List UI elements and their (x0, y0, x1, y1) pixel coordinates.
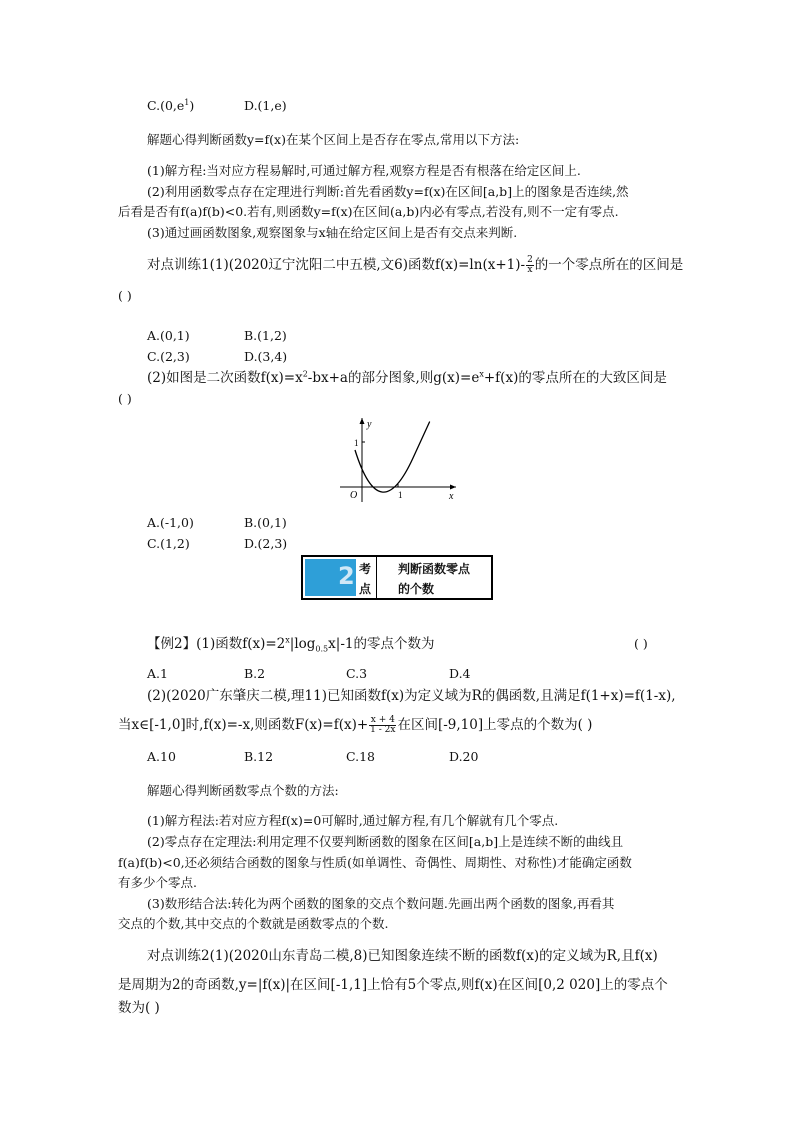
kaodian-title-1: 判断函数零点 (398, 562, 471, 576)
train1-q1-opt-c: C.(2,3) (147, 349, 190, 364)
example2-q2-opt-a: A.10 (147, 749, 176, 764)
tips2-method2a: (2)零点存在定理法:利用定理不仅要判断函数的图象在区间[a,b]上是连续不断的曲线且 (147, 834, 624, 849)
example2-q2-opt-c: C.18 (346, 749, 375, 764)
tips2-method2b: f(a)f(b)<0,还必须结合函数的图象与性质(如单调性、奇偶性、周期性、对称性)才能确定函数 (118, 855, 632, 870)
example2-q2-opt-b: B.12 (244, 749, 274, 764)
tips1-method3: (3)通过画函数图象,观察图象与x轴在给定区间上是否有交点来判断. (147, 225, 518, 240)
tips1-method2a: (2)利用函数零点存在定理进行判断:首先看函数y=f(x)在区间[a,b]上的图象是否连续,然 (147, 184, 629, 199)
parabola-curve (355, 422, 430, 492)
train1-q2: (2)如图是二次函数$f(x)=x^2-bx+a$的部分图象,则$g(x)=e^x+f(x)$的零点所在的大致区间是 (147, 369, 667, 386)
fraction: $\frac{2}{x}$ (527, 255, 533, 275)
tips2-title: 解题心得判断函数零点个数的方法: (147, 783, 339, 798)
example2-q1: 【例2】(1)函数$f(x)=2^x|\log_{0.5}x|-1$的零点个数为 (147, 635, 435, 654)
example2-q1-opt-c: C.3 (346, 666, 368, 681)
kaodian-header (301, 555, 493, 600)
train1-q2-opt-b: B.(0,1) (244, 515, 287, 530)
y-axis-arrow (360, 418, 365, 424)
x-axis-label: x (449, 491, 454, 502)
x-tick-label: 1 (398, 490, 403, 500)
train2-line3: 数为( ) (118, 1000, 160, 1016)
tips1-title: 解题心得判断函数y=f(x)在某个区间上是否存在零点,常用以下方法: (147, 132, 520, 147)
kaodian-number: 2 (338, 562, 355, 590)
y-tick-label: 1 (354, 438, 359, 448)
train1-q1-paren: ( ) (118, 288, 132, 303)
example2-q2-line2: 当x∈[-1,0]时,f(x)=-x,则函数F(x)=f(x)+ $\frac{x + 4}{1 - 2x}$ 在区间[-9,10]上零点的个数为( ) (118, 715, 593, 735)
tips1-method1: (1)解方程:当对应方程易解时,可通过解方程,观察方程是否有根落在给定区间上. (147, 163, 581, 178)
tips2-method1: (1)解方程法:若对应方程f(x)=0可解时,通过解方程,有几个解就有几个零点. (147, 813, 559, 828)
example2-q2-line1: (2)(2020广东肇庆二模,理11)已知函数f(x)为定义域为R的偶函数,且满足f(1+x)=f(1-x), (147, 688, 676, 704)
kaodian-label-2: 点 (359, 582, 372, 596)
tips1-method2b: 后看是否有f(a)f(b)<0.若有,则函数y=f(x)在区间(a,b)内必有零点,若没有,则不一定有零点. (118, 204, 619, 219)
example2-q1-opt-b: B.2 (244, 666, 266, 681)
train1-q2-paren: ( ) (118, 391, 132, 406)
parabola-graph (340, 414, 460, 504)
fraction: $\frac{x + 4}{1 - 2x}$ (370, 715, 396, 735)
example2-q2-opt-d: D.20 (449, 749, 479, 764)
train1-q1: 对点训练1(1)(2020辽宁沈阳二中五模,文6)函数f(x)=ln(x+1)- $\frac{2}{x}$ 的一个零点所在的区间是 (147, 255, 684, 275)
kaodian-label-1: 考 (359, 562, 372, 576)
option-d: D.(1,e) (244, 98, 287, 113)
x-axis-arrow (450, 485, 456, 490)
kaodian-divider (376, 557, 377, 598)
y-axis-label: y (367, 419, 372, 430)
tips2-method3b: 交点的个数,其中交点的个数就是函数零点的个数. (118, 916, 389, 931)
train1-q1-opt-a: A.(0,1) (147, 328, 190, 343)
kaodian-title-2: 的个数 (398, 582, 435, 596)
train1-q2-opt-d: D.(2,3) (244, 536, 288, 551)
example2-q1-paren: ( ) (634, 636, 648, 651)
tips2-method2c: 有多少个零点. (118, 875, 197, 890)
train1-q2-opt-a: A.(-1,0) (147, 515, 194, 530)
train1-q2-opt-c: C.(1,2) (147, 536, 190, 551)
train2-line2: 是周期为2的奇函数,y=|f(x)|在区间[-1,1]上恰有5个零点,则f(x)在区间[0,2 020]上的零点个 (118, 977, 668, 993)
origin-label: O (350, 490, 358, 501)
train1-q1-opt-d: D.(3,4) (244, 349, 288, 364)
example2-q1-opt-d: D.4 (449, 666, 471, 681)
train2-line1: 对点训练2(1)(2020山东青岛二模,8)已知图象连续不断的函数f(x)的定义域为R,且f(x) (147, 948, 658, 964)
train1-q1-opt-b: B.(1,2) (244, 328, 287, 343)
tips2-method3a: (3)数形结合法:转化为两个函数的图象的交点个数问题.先画出两个函数的图象,再看其 (147, 896, 615, 911)
option-c: $C.(0,e^1)$ (147, 97, 195, 113)
example2-q1-opt-a: A.1 (147, 666, 168, 681)
